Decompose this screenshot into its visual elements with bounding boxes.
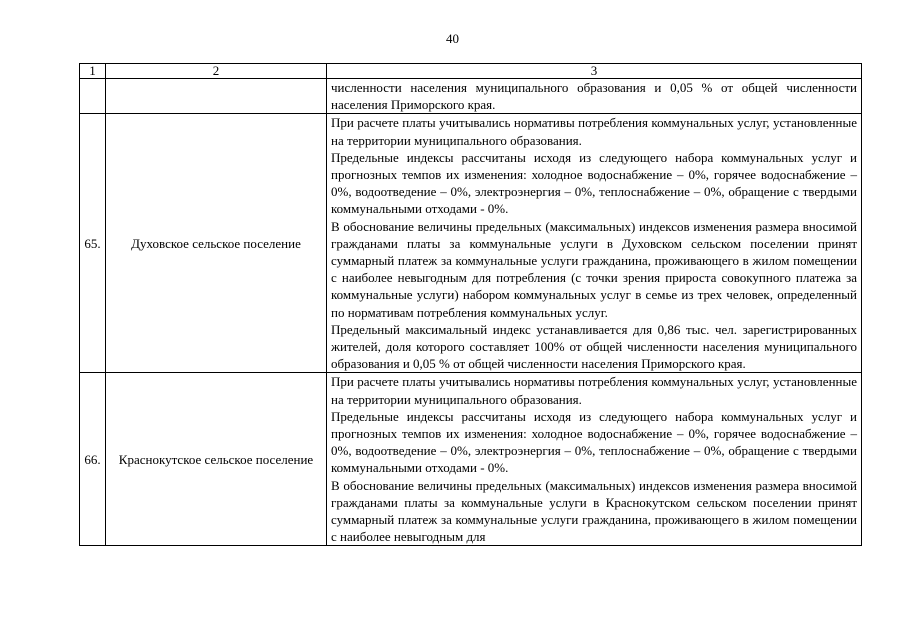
continuation-text: численности населения муниципального образования и 0,05 % от общей численности населения Приморского края.	[327, 79, 862, 114]
paragraph: В обоснование величины предельных (максимальных) индексов изменения размера вносимой гражданами платы за коммунальные услуги в Духовском сельском поселении принят суммарный платеж за коммунальные услуги гражданина, проживающего в жилом помещении с наиболее невыгодным для потребления (с точки зрения прироста совокупного платежа за коммунальные услуги) набором коммунальных услуг в семье из трех человек, определенный по нормативам потребления коммунальных услуг.	[331, 218, 857, 320]
page-number: 40	[446, 31, 459, 46]
header-col-1: 1	[80, 64, 106, 79]
continuation-name-cell	[106, 79, 327, 114]
settlement-name: Духовское сельское поселение	[106, 114, 327, 373]
continuation-row	[80, 79, 862, 114]
paragraph: При расчете платы учитывались нормативы потребления коммунальных услуг, установленные на территории муниципального образования.	[331, 374, 857, 407]
settlement-name: Краснокутское сельское поселение	[106, 373, 327, 546]
paragraph: В обоснование величины предельных (максимальных) индексов изменения размера вносимой гражданами платы за коммунальные услуги в Краснокутском сельском поселении принят суммарный платеж за коммунальные услуги гражданина, проживающего в жилом помещении с наиболее невыгодным для	[331, 477, 857, 545]
tariff-table	[79, 63, 862, 546]
paragraph: Предельный максимальный индекс устанавливается для 0,86 тыс. чел. зарегистрированных жителей, доля которого составляет 100% от общей численности населения муниципального образования и 0,05 % от общей численности населения Приморского края.	[331, 321, 857, 372]
table-row	[80, 373, 862, 546]
paragraph: Предельные индексы рассчитаны исходя из следующего набора коммунальных услуг и прогнозных темпов их изменения: холодное водоснабжение – 0%, горячее водоснабжение – 0%, водоотведение – 0%, электроэнергия – 0%, теплоснабжение – 0%, обращение с твердыми коммунальными отходами - 0%.	[331, 149, 857, 217]
table-header-row	[80, 64, 862, 79]
table-row	[80, 114, 862, 373]
paragraph: При расчете платы учитывались нормативы потребления коммунальных услуг, установленные на территории муниципального образования.	[331, 115, 857, 148]
row-number: 66.	[80, 373, 106, 546]
header-col-2: 2	[106, 64, 327, 79]
row-description	[327, 114, 862, 373]
row-number: 65.	[80, 114, 106, 373]
header-col-3: 3	[327, 64, 862, 79]
paragraph: Предельные индексы рассчитаны исходя из следующего набора коммунальных услуг и прогнозных темпов их изменения: холодное водоснабжение – 0%, горячее водоснабжение – 0%, водоотведение – 0%, электроэнергия – 0%, теплоснабжение – 0%, обращение с твердыми коммунальными отходами - 0%.	[331, 408, 857, 476]
continuation-number-cell	[80, 79, 106, 114]
row-description	[327, 373, 862, 546]
